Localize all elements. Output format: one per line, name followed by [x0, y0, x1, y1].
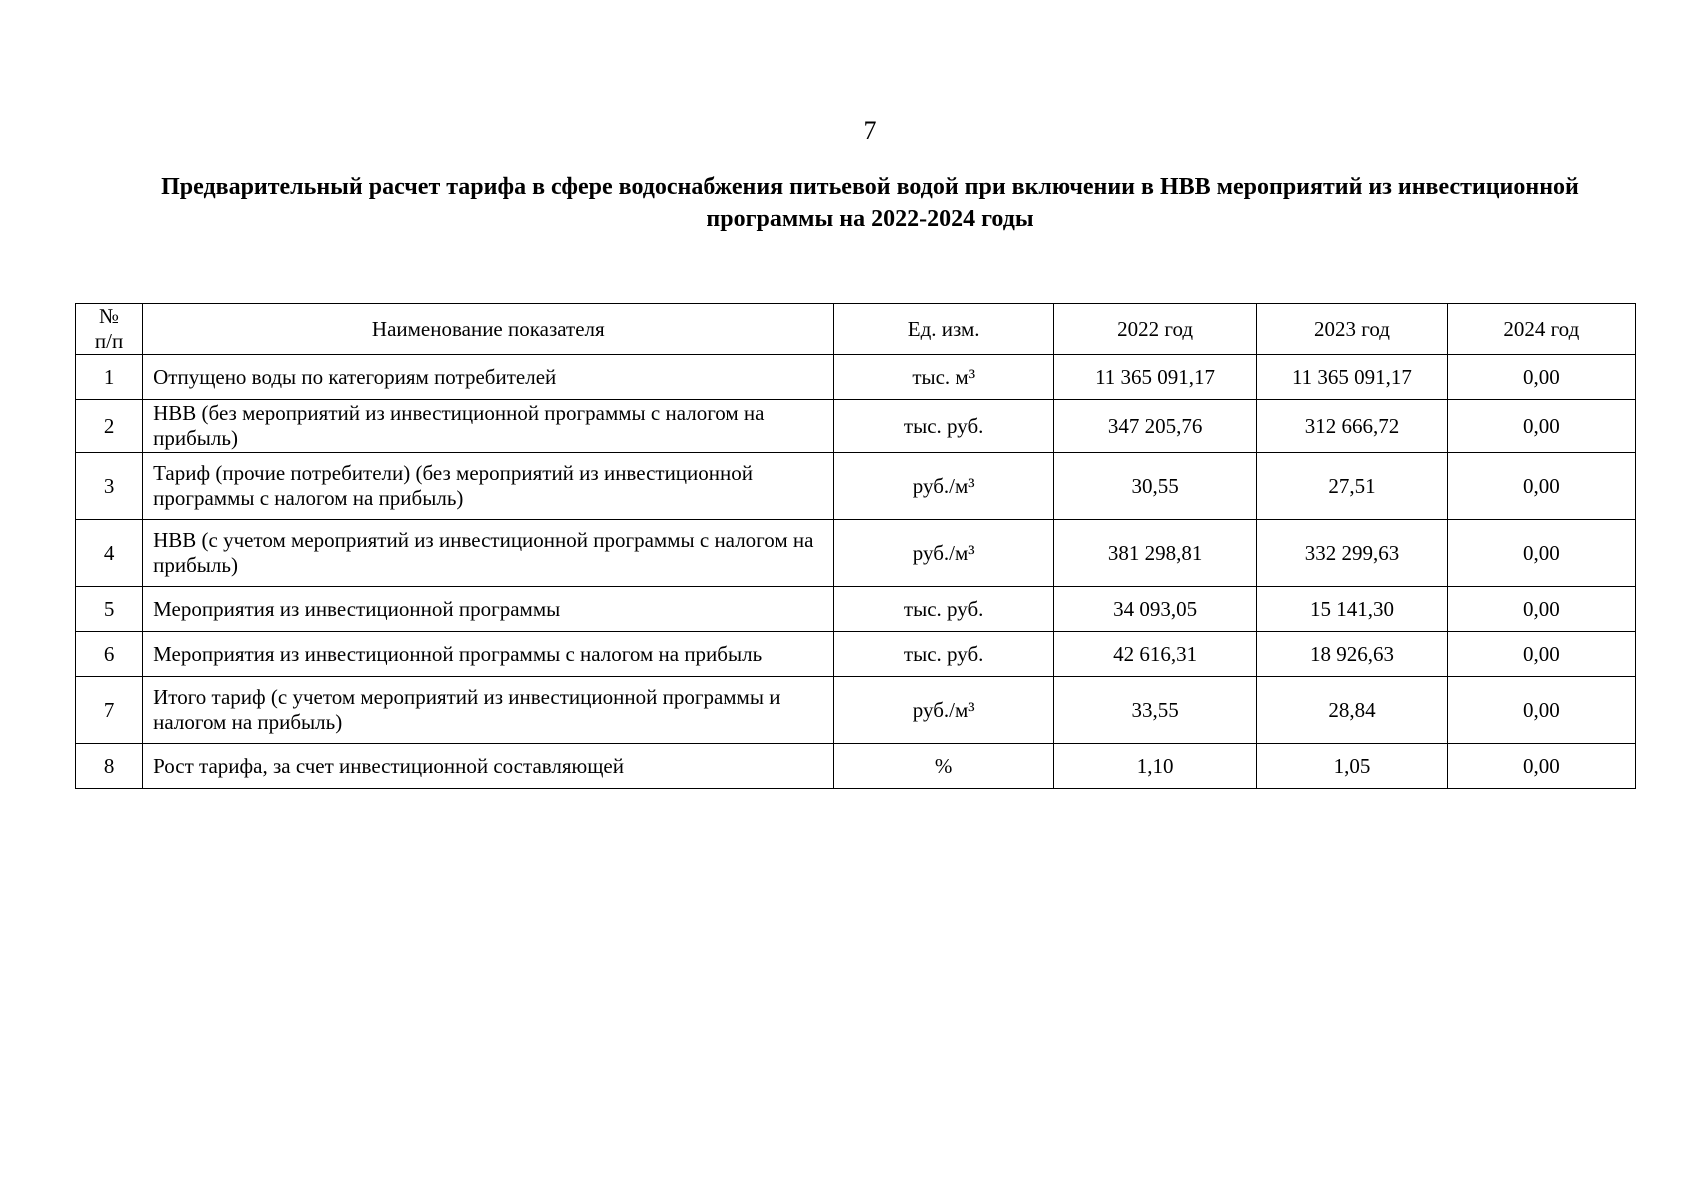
- row-value-2022: 42 616,31: [1053, 632, 1256, 677]
- document-title: Предварительный расчет тарифа в сфере водоснабжения питьевой водой при включении в НВВ мероприятий из инвестиционной программы на 2022-2024 годы: [161, 174, 1579, 232]
- row-value-2022: 1,10: [1053, 744, 1256, 789]
- row-value-2023: 18 926,63: [1257, 632, 1447, 677]
- table-row: [76, 520, 1636, 587]
- header-year-2023: 2023 год: [1257, 304, 1447, 355]
- row-indicator-name: Отпущено воды по категориям потребителей: [143, 355, 834, 400]
- row-value-2024: 0,00: [1447, 744, 1635, 789]
- row-value-2022: 381 298,81: [1053, 520, 1256, 587]
- row-value-2024: 0,00: [1447, 355, 1635, 400]
- row-unit: руб./м³: [834, 520, 1053, 587]
- row-indicator-name: Мероприятия из инвестиционной программы: [143, 587, 834, 632]
- row-value-2024: 0,00: [1447, 453, 1635, 520]
- row-value-2024: 0,00: [1447, 677, 1635, 744]
- header-number-abbr: п/п: [94, 329, 124, 353]
- row-value-2024: 0,00: [1447, 400, 1635, 453]
- row-number: 5: [76, 587, 143, 632]
- row-unit: тыс. руб.: [834, 400, 1053, 453]
- row-indicator-name: НВВ (без мероприятий из инвестиционной программы с налогом на прибыль): [143, 400, 834, 453]
- table-header-row: [76, 304, 1636, 355]
- row-value-2022: 11 365 091,17: [1053, 355, 1256, 400]
- row-value-2023: 28,84: [1257, 677, 1447, 744]
- header-year-2024: 2024 год: [1447, 304, 1635, 355]
- row-value-2024: 0,00: [1447, 632, 1635, 677]
- row-value-2023: 1,05: [1257, 744, 1447, 789]
- table-row: [76, 744, 1636, 789]
- row-number: 3: [76, 453, 143, 520]
- tariff-table: [75, 303, 1636, 789]
- row-unit: руб./м³: [834, 677, 1053, 744]
- page-number: 7: [863, 116, 877, 145]
- row-indicator-name: Тариф (прочие потребители) (без мероприятий из инвестиционной программы с налогом на прибыль): [143, 453, 834, 520]
- row-number: 1: [76, 355, 143, 400]
- row-number: 7: [76, 677, 143, 744]
- row-value-2023: 27,51: [1257, 453, 1447, 520]
- row-unit: тыс. руб.: [834, 587, 1053, 632]
- header-number: [76, 304, 143, 355]
- row-value-2023: 11 365 091,17: [1257, 355, 1447, 400]
- row-indicator-name: Рост тарифа, за счет инвестиционной составляющей: [143, 744, 834, 789]
- row-value-2022: 30,55: [1053, 453, 1256, 520]
- row-unit: %: [834, 744, 1053, 789]
- row-number: 4: [76, 520, 143, 587]
- table-row: [76, 587, 1636, 632]
- header-unit: Ед. изм.: [834, 304, 1053, 355]
- table-row: [76, 453, 1636, 520]
- row-value-2024: 0,00: [1447, 587, 1635, 632]
- row-unit: руб./м³: [834, 453, 1053, 520]
- row-number: 2: [76, 400, 143, 453]
- header-number-symbol: №: [99, 304, 120, 328]
- row-indicator-name: Итого тариф (с учетом мероприятий из инвестиционной программы и налогом на прибыль): [143, 677, 834, 744]
- table-row: [76, 400, 1636, 453]
- row-number: 8: [76, 744, 143, 789]
- row-number: 6: [76, 632, 143, 677]
- row-value-2023: 332 299,63: [1257, 520, 1447, 587]
- row-value-2023: 15 141,30: [1257, 587, 1447, 632]
- row-value-2022: 33,55: [1053, 677, 1256, 744]
- table-row: [76, 632, 1636, 677]
- table-row: [76, 677, 1636, 744]
- row-indicator-name: НВВ (с учетом мероприятий из инвестиционной программы с налогом на прибыль): [143, 520, 834, 587]
- row-value-2022: 347 205,76: [1053, 400, 1256, 453]
- row-unit: тыс. руб.: [834, 632, 1053, 677]
- header-indicator-name: Наименование показателя: [143, 304, 834, 355]
- row-value-2023: 312 666,72: [1257, 400, 1447, 453]
- row-value-2024: 0,00: [1447, 520, 1635, 587]
- table-row: [76, 355, 1636, 400]
- row-value-2022: 34 093,05: [1053, 587, 1256, 632]
- row-unit: тыс. м³: [834, 355, 1053, 400]
- row-indicator-name: Мероприятия из инвестиционной программы с налогом на прибыль: [143, 632, 834, 677]
- header-year-2022: 2022 год: [1053, 304, 1256, 355]
